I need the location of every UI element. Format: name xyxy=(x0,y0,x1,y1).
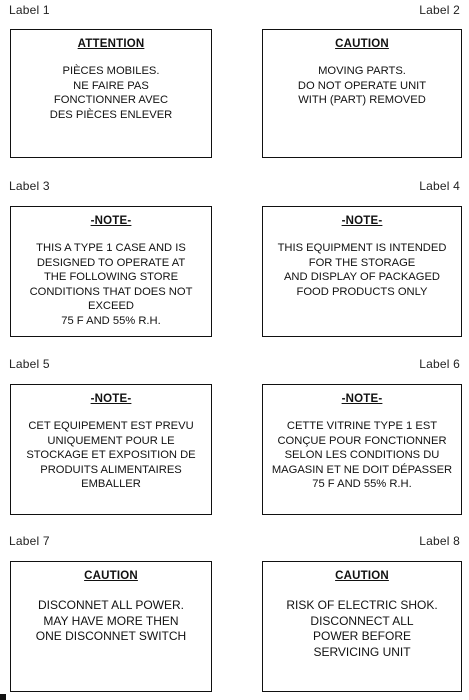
label-5-number: Label 5 xyxy=(9,357,50,371)
corner-mark xyxy=(0,694,6,700)
label-5-box xyxy=(10,384,212,515)
label-3-number: Label 3 xyxy=(9,179,50,193)
label-6-body: CETTE VITRINE TYPE 1 EST CONÇUE POUR FONCTIONNER SELON LES CONDITIONS DU MAGASIN ET NE DOIT DÉPASSER 75 F AND 55% R.H. xyxy=(271,420,453,490)
label-1-body: PIÈCES MOBILES. NE FAIRE PAS FONCTIONNER AVEC DES PIÈCES ENLEVER xyxy=(49,65,173,121)
label-2-heading: CAUTION xyxy=(335,38,389,50)
label-1-box xyxy=(10,29,212,158)
label-1-number: Label 1 xyxy=(9,3,50,17)
label-2-number: Label 2 xyxy=(419,3,460,17)
label-4-body: THIS EQUIPMENT IS INTENDED FOR THE STORAGE AND DISPLAY OF PACKAGED FOOD PRODUCTS ONLY xyxy=(277,242,447,298)
label-7-box xyxy=(10,561,212,692)
label-6-box xyxy=(262,384,462,515)
label-8-box xyxy=(262,561,462,692)
label-2-box xyxy=(262,29,462,158)
label-7-heading: CAUTION xyxy=(84,570,138,582)
label-4-number: Label 4 xyxy=(419,179,460,193)
label-2-body: MOVING PARTS. DO NOT OPERATE UNIT WITH (PART) REMOVED xyxy=(297,65,427,106)
label-8-number: Label 8 xyxy=(419,534,460,548)
label-6-number: Label 6 xyxy=(419,357,460,371)
label-5-heading: -NOTE- xyxy=(90,393,132,405)
label-4-box xyxy=(262,206,462,337)
label-7-number: Label 7 xyxy=(9,534,50,548)
label-3-box xyxy=(10,206,212,337)
label-1-heading: ATTENTION xyxy=(77,38,145,50)
label-5-body: CET EQUIPEMENT EST PREVU UNIQUEMENT POUR LE STOCKAGE ET EXPOSITION DE PRODUITS ALIMENTAIRES EMBALLER xyxy=(26,420,196,490)
label-7-body: DISCONNET ALL POWER. MAY HAVE MORE THEN ONE DISCONNET SWITCH xyxy=(35,598,187,643)
label-8-body: RISK OF ELECTRIC SHOK. DISCONNECT ALL POWER BEFORE SERVICING UNIT xyxy=(286,598,438,659)
label-4-heading: -NOTE- xyxy=(341,215,383,227)
label-3-body: THIS A TYPE 1 CASE AND IS DESIGNED TO OPERATE AT THE FOLLOWING STORE CONDITIONS THAT DOES NOT EXCEED 75 F AND 55% R.H. xyxy=(29,242,193,327)
label-6-heading: -NOTE- xyxy=(341,393,383,405)
label-8-heading: CAUTION xyxy=(335,570,389,582)
label-3-heading: -NOTE- xyxy=(90,215,132,227)
